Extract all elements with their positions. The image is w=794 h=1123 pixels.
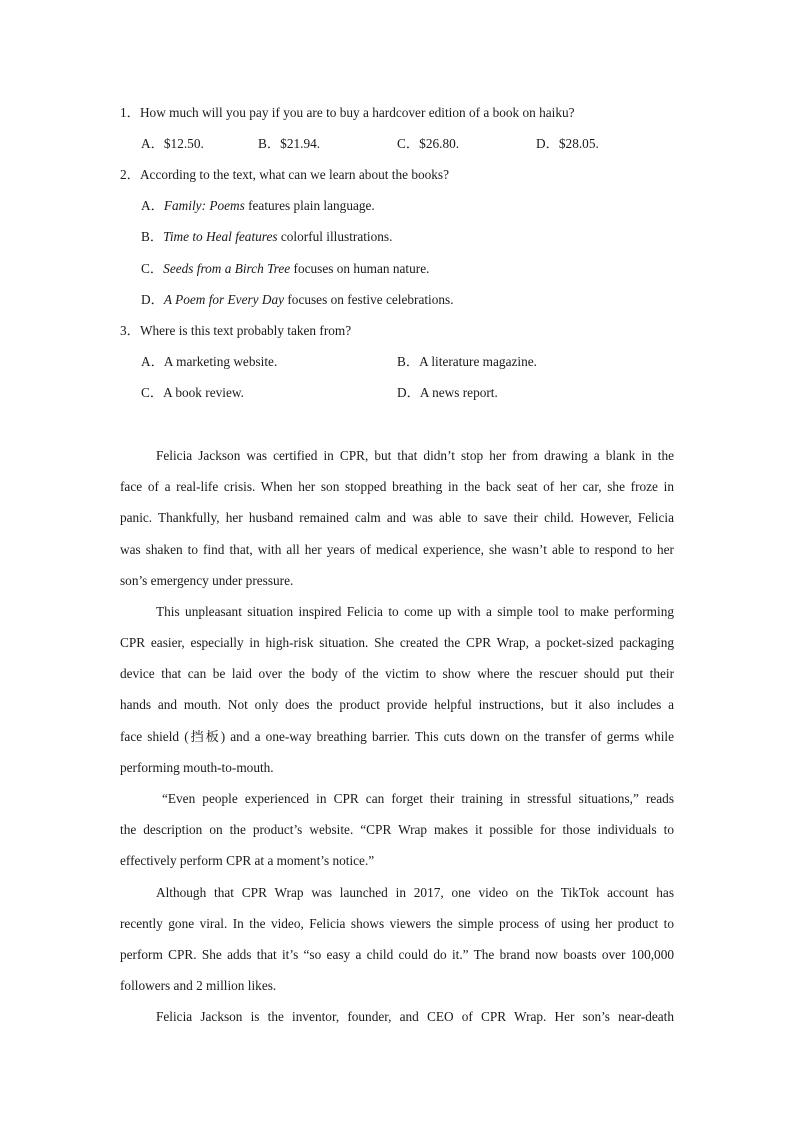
question-text: Where is this text probably taken from? — [139, 323, 352, 338]
question-3 — [120, 323, 351, 339]
q1-option-a — [141, 136, 204, 152]
passage-p2-line-6: performing mouth-to-mouth. — [120, 760, 274, 775]
q3-option-d — [397, 385, 498, 401]
passage-p3-line-3: effectively perform CPR at a moment’s notice.” — [120, 853, 375, 868]
passage-p3-line-1: “Even people experienced in CPR can forget their training in stressful situations,” reads — [162, 791, 674, 806]
option-text: A marketing website. — [163, 354, 278, 369]
question-text: According to the text, what can we learn about the books? — [139, 167, 450, 182]
passage-p4-line-2: recently gone viral. In the video, Felicia shows viewers the simple process of using her product to — [120, 916, 674, 931]
option-letter: D． — [141, 292, 164, 307]
q2-option-c — [141, 261, 429, 277]
passage-p1-line-4: was shaken to find that, with all her years of medical experience, she wasn’t able to respond to her — [120, 542, 674, 557]
q3-option-a — [141, 354, 277, 370]
option-text: focuses on human nature. — [290, 261, 430, 276]
q3-option-c — [141, 385, 244, 401]
q3-option-b — [397, 354, 537, 370]
passage-p1-line-5: son’s emergency under pressure. — [120, 573, 294, 588]
question-number: 2． — [120, 167, 140, 182]
passage-p2-line-2: CPR easier, especially in high-risk situation. She created the CPR Wrap, a pocket-sized packaging — [120, 635, 674, 650]
option-letter: C． — [397, 136, 420, 151]
question-number: 1． — [120, 105, 140, 120]
option-text: A news report. — [419, 385, 498, 400]
passage-p2-line-5: face shield (挡板) and a one-way breathing barrier. This cuts down on the transfer of germs while — [120, 729, 674, 744]
option-text: colorful illustrations. — [277, 229, 393, 244]
option-letter: A． — [141, 136, 164, 151]
book-title: A Poem for Every Day — [163, 292, 285, 307]
option-letter: D． — [397, 385, 420, 400]
option-text: focuses on festive celebrations. — [284, 292, 454, 307]
option-letter: C． — [141, 385, 164, 400]
passage-p1-line-3: panic. Thankfully, her husband remained calm and was able to save their child. However, Felicia — [120, 510, 674, 525]
option-text: $26.80. — [419, 136, 460, 151]
question-2 — [120, 167, 449, 183]
option-text: $21.94. — [280, 136, 321, 151]
q1-option-d — [536, 136, 599, 152]
option-letter: B． — [141, 229, 164, 244]
passage-p2-line-3: device that can be laid over the body of the victim to show where the rescuer should put their — [120, 666, 674, 681]
option-letter: B． — [258, 136, 281, 151]
passage-p5-line-1: Felicia Jackson is the inventor, founder, and CEO of CPR Wrap. Her son’s near-death — [156, 1009, 674, 1024]
passage-p4-line-1: Although that CPR Wrap was launched in 2017, one video on the TikTok account has — [156, 885, 674, 900]
option-text: features plain language. — [244, 198, 375, 213]
book-title: Seeds from a Birch Tree — [163, 261, 291, 276]
book-title: Time to Heal features — [163, 229, 278, 244]
passage-p1-line-2: face of a real-life crisis. When her son stopped breathing in the back seat of her car, she froze in — [120, 479, 674, 494]
passage-p4-line-3: perform CPR. She adds that it’s “so easy a child could do it.” The brand now boasts over 100,000 — [120, 947, 674, 962]
q2-option-b — [141, 229, 392, 245]
passage-p4-line-4: followers and 2 million likes. — [120, 978, 277, 993]
option-letter: A． — [141, 198, 164, 213]
q1-option-c — [397, 136, 459, 152]
option-letter: B． — [397, 354, 420, 369]
passage-p2-line-1: This unpleasant situation inspired Felicia to come up with a simple tool to make performing — [156, 604, 674, 619]
q1-option-b — [258, 136, 320, 152]
passage-p2-line-4: hands and mouth. Not only does the product provide helpful instructions, but it also includes a — [120, 697, 674, 712]
passage-p1-line-1: Felicia Jackson was certified in CPR, but that didn’t stop her from drawing a blank in the — [156, 448, 674, 463]
option-text: A literature magazine. — [419, 354, 537, 369]
question-text: How much will you pay if you are to buy a hardcover edition of a book on haiku? — [139, 105, 575, 120]
q2-option-d — [141, 292, 454, 308]
q2-option-a — [141, 198, 375, 214]
book-title: Family: Poems — [163, 198, 245, 213]
option-letter: A． — [141, 354, 164, 369]
question-number: 3． — [120, 323, 140, 338]
option-text: $28.05. — [558, 136, 599, 151]
option-letter: C． — [141, 261, 164, 276]
option-letter: D． — [536, 136, 559, 151]
passage-p3-line-2: the description on the product’s website. “CPR Wrap makes it possible for those individuals to — [120, 822, 674, 837]
option-text: A book review. — [163, 385, 244, 400]
option-text: $12.50. — [163, 136, 204, 151]
question-1 — [120, 105, 575, 121]
